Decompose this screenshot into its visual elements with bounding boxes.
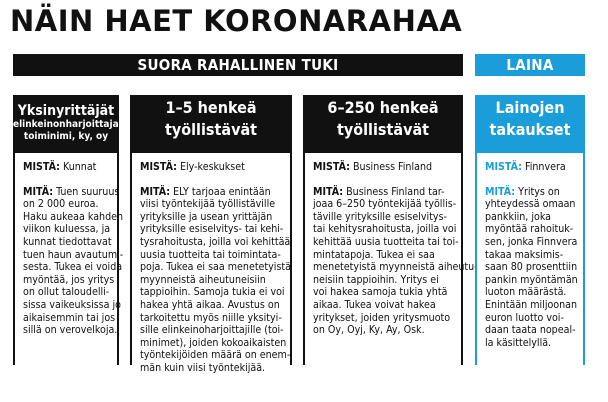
column-header	[130, 95, 292, 153]
what-line: kunnat tiedottavat	[23, 235, 112, 248]
direct-support-band: SUORA RAHALLINEN TUKI	[13, 54, 463, 76]
what-line: saan 80 prosenttiin	[485, 261, 578, 274]
what-line: yrityksille esiselvitys- tai kehi-	[140, 223, 284, 236]
column-title: työllistävät	[336, 120, 430, 139]
what-line: työntekijöiden määrä on enem-	[140, 349, 291, 362]
column-body	[130, 153, 292, 374]
column-body	[475, 153, 585, 365]
what-label: MITÄ:	[140, 185, 171, 198]
column-title: 1–5 henkeä	[165, 98, 257, 117]
what-line: sille elinkeinoharjoittajille (toi-	[140, 324, 284, 337]
what-line: la käsittelyllä.	[485, 336, 552, 349]
what-line: menetetyistä myynneistä aiheutu-	[313, 261, 478, 274]
what-line: yhteydessä omaan	[485, 198, 576, 211]
where-value: Ely-keskukset	[180, 161, 245, 173]
what-line: daan taata nopeal-	[485, 324, 576, 337]
what-line: on Oy, Oyj, Ky, Ay, Osk.	[313, 324, 425, 337]
what-line: viisi työntekijää työllistäville	[140, 198, 276, 211]
column-header	[475, 95, 585, 153]
what-line: sen, jonka Finnvera	[485, 235, 578, 248]
what-line: pankin myöntämän	[485, 273, 578, 286]
what-line: tai kehitysrahoitusta, joilla voi	[313, 223, 457, 236]
where-label: MISTÄ:	[23, 161, 60, 173]
what-line: pankkiin, joka	[485, 210, 552, 223]
what-line: tappioihin. Samoja tukia ei voi	[140, 286, 285, 299]
what-line: män kuin viisi työntekijää.	[140, 361, 266, 374]
spacer	[140, 174, 284, 186]
what-line: minimet), joiden kokoaikaisten	[140, 336, 287, 349]
what-line: mintatapoja. Tukea ei saa	[313, 248, 435, 261]
column-title: Lainojen	[495, 98, 565, 117]
what-line: yrityksille ja usean yrittäjän	[140, 210, 273, 223]
column-title: työllistävät	[164, 120, 258, 139]
what-line: euron luotto voi-	[485, 311, 564, 324]
what-line: voi hakea samoja tukia yhtä	[313, 286, 448, 299]
what-line: MITÄ: Tuen suuruus	[23, 185, 120, 198]
what-line: aikaa. Tukea voivat hakea	[313, 298, 436, 311]
where-line	[140, 161, 284, 174]
where-value: Finnvera	[525, 161, 566, 173]
what-line: täville yrityksille esiselvitys-	[313, 210, 447, 223]
what-line: tarkoitettu myös niille yksityi-	[140, 311, 282, 324]
where-label: MISTÄ:	[313, 161, 350, 173]
where-value: Business Finland	[353, 161, 433, 173]
what-line: joaa 6–250 työntekijää työllis-	[313, 198, 457, 211]
what-line: hakea yhtä aikaa. Avustus on	[140, 298, 280, 311]
what-line: myöntää, jos yritys	[23, 273, 115, 286]
what-line: Haku aukeaa kahden	[23, 210, 124, 223]
what-line: kehittää uusia tuotteita tai toi-	[313, 235, 459, 248]
where-label: MISTÄ:	[485, 161, 522, 173]
column-title: takaukset	[489, 120, 571, 139]
what-line: myöntää rahoituk-	[485, 223, 574, 236]
column-body	[303, 153, 478, 365]
column-title: Yksinyrittäjät	[17, 103, 115, 119]
what-line: sesta. Tukea ei voida	[23, 261, 123, 274]
column-title: 6–250 henkeä	[327, 98, 439, 117]
what-line: uusia tuotteita tai toimintata-	[140, 248, 281, 261]
page-title: NÄIN HAET KORONARAHAA	[10, 4, 463, 38]
what-line: sillä on verovelkoja.	[23, 324, 118, 337]
column-subtitle: toiminimi, ky, oy	[23, 131, 109, 142]
what-line: myynneistä aiheutuneisiin	[140, 273, 266, 286]
what-line: MITÄ: Business Finland tar-	[313, 185, 445, 198]
what-line: luoton määrästä.	[485, 286, 567, 299]
column-6-250-employees	[303, 95, 478, 365]
what-line: poja. Tukea ei saa menetetyistä	[140, 261, 291, 274]
column-header	[13, 95, 123, 153]
what-line: tysrahoitusta, joilla voi kehittää	[140, 235, 291, 248]
what-line: MITÄ: ELY tarjoaa enintään	[140, 185, 271, 198]
what-line: yritykset, joiden yritysmuoto	[313, 311, 451, 324]
column-loan-guarantees	[475, 95, 585, 365]
where-line	[485, 161, 577, 174]
what-label: MITÄ:	[485, 185, 516, 198]
what-line: takaa maksimis-	[485, 248, 564, 261]
what-line: MITÄ: Yritys on	[485, 185, 560, 198]
what-line: aikaisemmin tai jos	[23, 311, 116, 324]
column-1-5-employees	[130, 95, 292, 374]
what-line: on 2 000 euroa.	[23, 198, 99, 211]
what-line: sissa vaikeuksissa jo	[23, 298, 121, 311]
what-line: on ollut taloudelli-	[23, 286, 110, 299]
where-label: MISTÄ:	[140, 161, 177, 173]
what-line: neisiin tappioihin. Yritys ei	[313, 273, 439, 286]
spacer	[485, 174, 577, 186]
what-label: MITÄ:	[23, 185, 54, 198]
where-line	[313, 161, 455, 174]
spacer	[23, 174, 111, 186]
where-line	[23, 161, 111, 174]
column-subtitle: elinkeinonharjoittaja,	[13, 119, 123, 130]
loan-band: LAINA	[475, 54, 585, 76]
what-label: MITÄ:	[313, 185, 344, 198]
spacer	[313, 174, 455, 186]
column-sole-traders	[13, 95, 124, 365]
column-header	[303, 95, 463, 153]
where-value: Kunnat	[63, 161, 97, 173]
column-body	[13, 153, 124, 365]
what-line: viikon kuluessa, ja	[23, 223, 111, 236]
what-line: Enintään miljoonan	[485, 298, 578, 311]
what-line: tuen haun avautumi-	[23, 248, 124, 261]
